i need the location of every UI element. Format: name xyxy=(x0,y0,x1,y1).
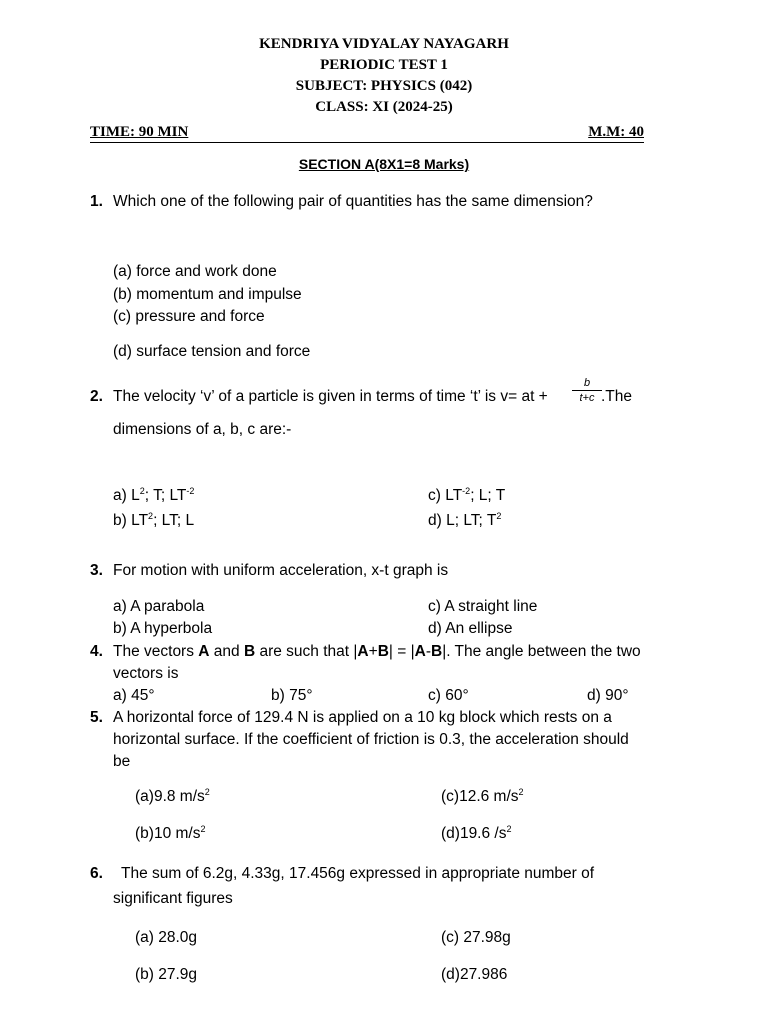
q3-number: 3. xyxy=(90,562,103,579)
q4-option-d: d) 90° xyxy=(587,687,629,704)
subject-line: SUBJECT: PHYSICS (042) xyxy=(295,78,473,94)
q4-option-a: a) 45° xyxy=(113,687,155,704)
q5-text-line1: A horizontal force of 129.4 N is applied on a 10 kg block which rests on a xyxy=(113,709,612,726)
q5-option-c: (c)12.6 $m/s^2$ xyxy=(441,787,524,805)
q2-option-d: d) L; LT; $T^2$ xyxy=(428,511,502,529)
q5-text-line2: horizontal surface. If the coefficient of friction is 0.3, the acceleration should xyxy=(113,731,629,748)
q3-option-b: b) A hyperbola xyxy=(113,620,213,637)
q6-option-d: (d)27.986 xyxy=(441,966,508,983)
q3-option-c: c) A straight line xyxy=(428,598,538,615)
q1-option-b: (b) momentum and impulse xyxy=(113,286,302,303)
q2-option-c: c) $LT^{-2}$; L; T xyxy=(428,486,506,504)
q5-option-a: (a)9.8 $m/s^2$ xyxy=(135,787,210,805)
test-name: PERIODIC TEST 1 xyxy=(320,57,448,73)
q2-fraction-denominator: t+c xyxy=(579,392,595,404)
q2-option-a: a) $L^2$; T; $LT^{-2}$ xyxy=(113,486,195,504)
q4-option-c: c) 60° xyxy=(428,687,469,704)
q1-number: 1. xyxy=(90,193,103,210)
q2-number: 2. xyxy=(90,388,103,405)
q6-option-b: (b) 27.9g xyxy=(135,966,198,983)
q6-number: 6. xyxy=(90,865,103,882)
section-title: SECTION A(8X1=8 Marks) xyxy=(298,156,470,172)
q1-option-c: (c) pressure and force xyxy=(113,308,265,325)
q2-option-b: b) $LT^2$; LT; L xyxy=(113,511,195,529)
q3-option-d: d) An ellipse xyxy=(428,620,513,637)
q5-text-line3: be xyxy=(113,753,131,770)
q6-text-line2: significant figures xyxy=(113,890,233,907)
q1-text: Which one of the following pair of quantities has the same dimension? xyxy=(113,193,593,210)
q5-number: 5. xyxy=(90,709,103,726)
class-line: CLASS: XI (2024-25) xyxy=(315,99,453,115)
q2-text-after: .The xyxy=(601,388,633,405)
max-marks-label: M.M: 40 xyxy=(588,124,644,140)
q6-option-a: (a) 28.0g xyxy=(135,929,198,946)
q3-option-a: a) A parabola xyxy=(113,598,205,615)
q3-text: For motion with uniform acceleration, x-t graph is xyxy=(113,562,449,579)
q4-option-b: b) 75° xyxy=(271,687,313,704)
q1-option-a: (a) force and work done xyxy=(113,263,277,280)
school-name: KENDRIYA VIDYALAY NAYAGARH xyxy=(259,36,509,52)
q5-option-d: (d)19.6 $/s^2$ xyxy=(441,824,512,842)
q2-fraction xyxy=(572,376,602,405)
q2-text-line2: dimensions of a, b, c are:- xyxy=(113,421,292,438)
q2-text: The velocity ‘v’ of a particle is given in terms of time ‘t’ is v= at + xyxy=(113,388,548,405)
q4-number: 4. xyxy=(90,643,103,660)
q2-fraction-numerator: b xyxy=(583,377,591,389)
q6-text-line1: The sum of 6.2g, 4.33g, 17.456g expressed in appropriate number of xyxy=(121,865,595,882)
time-label: TIME: 90 MIN xyxy=(90,124,189,140)
q4-text: The vectors A and B are such that |A+B| = |A-B|. The angle between the two xyxy=(113,643,641,660)
q4-text-line2: vectors is xyxy=(113,665,179,682)
time-marks-line xyxy=(90,124,644,143)
q1-option-d: (d) surface tension and force xyxy=(113,343,311,360)
q5-option-b: (b)10 $m/s^2$ xyxy=(135,824,206,842)
q6-option-c: (c) 27.98g xyxy=(441,929,511,946)
